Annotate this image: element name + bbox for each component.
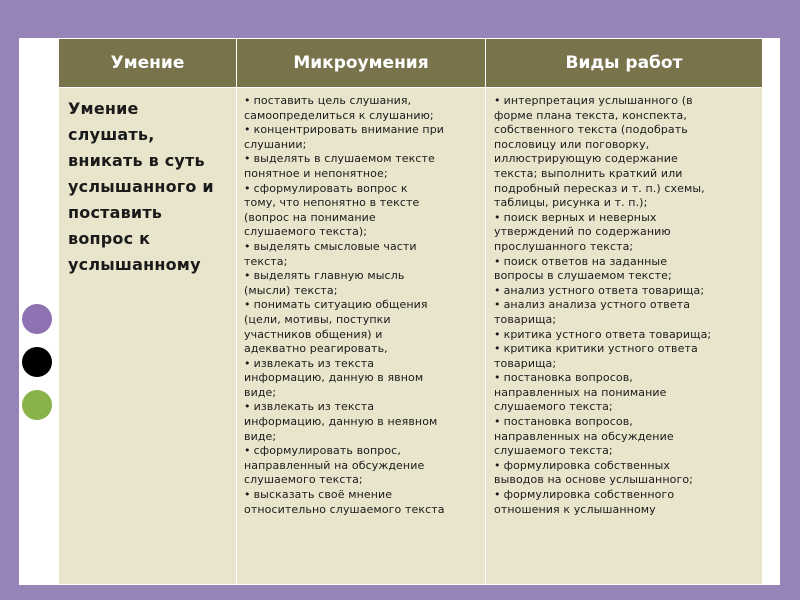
microskill-line-text: выделять смысловые части — [253, 239, 417, 253]
microskill-line-text: концентрировать внимание при — [253, 123, 445, 137]
microskill-line-text: понятное и непонятное; — [244, 166, 388, 180]
microskills-list — [244, 94, 483, 517]
work-type-line-text: формулировка собственных — [503, 458, 671, 472]
microskills-cell — [237, 88, 486, 585]
microskill-line — [244, 371, 483, 386]
bullet-icon: • — [244, 400, 251, 414]
bullet-icon: • — [494, 371, 501, 385]
bullet-icon: • — [244, 123, 251, 137]
microskill-line-text: сформулировать вопрос, — [253, 444, 401, 458]
work-type-line-text: поиск ответов на заданные — [503, 254, 668, 268]
work-type-line — [494, 211, 760, 226]
work-type-line — [494, 371, 760, 386]
work-type-line — [494, 313, 760, 328]
microskill-line-text: участников общения) и — [244, 327, 383, 341]
skills-table — [58, 38, 763, 585]
work-type-line-text: отношения к услышанному — [494, 502, 656, 516]
microskill-line — [244, 255, 483, 270]
microskill-line — [244, 386, 483, 401]
work-type-line — [494, 342, 760, 357]
microskill-line — [244, 240, 483, 255]
work-type-line-text: постановка вопросов, — [503, 371, 633, 385]
microskill-line-text: извлекать из текста — [253, 356, 375, 370]
right-frame-strip — [780, 38, 800, 585]
bottom-frame-band — [0, 585, 800, 600]
work-types-list — [494, 94, 760, 517]
bullet-icon: • — [494, 342, 501, 356]
microskill-line-text: выделять в слушаемом тексте — [253, 152, 435, 166]
microskill-line-text: извлекать из текста — [253, 400, 375, 414]
work-type-line — [494, 182, 760, 197]
microskill-line-text: виде; — [244, 385, 277, 399]
work-type-line — [494, 503, 760, 518]
work-type-line — [494, 488, 760, 503]
microskill-line — [244, 342, 483, 357]
microskill-line-text: адекватно реагировать, — [244, 342, 388, 356]
work-type-line-text: анализ устного ответа товарища; — [503, 283, 705, 297]
work-type-line — [494, 459, 760, 474]
microskill-line — [244, 225, 483, 240]
work-type-line — [494, 269, 760, 284]
microskill-line-text: поставить цель слушания, — [253, 94, 412, 107]
bullet-icon: • — [494, 94, 501, 107]
microskill-line-text: направленный на обсуждение — [244, 458, 425, 472]
bullet-icon: • — [494, 283, 501, 297]
microskill-line — [244, 400, 483, 415]
green-circle-decoration — [22, 390, 52, 420]
microskill-line — [244, 109, 483, 124]
work-type-line — [494, 152, 760, 167]
skill-line: вопрос к — [68, 229, 151, 248]
microskill-line-text: выделять главную мысль — [253, 269, 405, 283]
microskill-line — [244, 473, 483, 488]
microskill-line — [244, 328, 483, 343]
work-type-line-text: форме плана текста, конспекта, — [494, 108, 687, 122]
bullet-icon: • — [494, 210, 501, 224]
microskill-line-text: информацию, данную в неявном — [244, 415, 438, 429]
microskill-line — [244, 211, 483, 226]
bullet-icon: • — [244, 488, 251, 502]
work-type-line-text: интерпретация услышанного (в — [503, 94, 693, 107]
microskill-line-text: самоопределиться к слушанию; — [244, 108, 434, 122]
work-type-line — [494, 328, 760, 343]
skill-line: поставить — [68, 203, 163, 222]
work-type-line — [494, 94, 760, 109]
microskill-line-text: информацию, данную в явном — [244, 371, 424, 385]
microskill-line-text: текста; — [244, 254, 288, 268]
microskill-line — [244, 94, 483, 109]
bullet-icon: • — [244, 181, 251, 195]
work-type-line — [494, 255, 760, 270]
work-type-line — [494, 196, 760, 211]
table-header-row — [59, 39, 763, 88]
left-frame-strip — [0, 38, 19, 585]
microskill-line-text: виде; — [244, 429, 277, 443]
microskill-line — [244, 444, 483, 459]
work-type-line-text: критика устного ответа товарища; — [503, 327, 712, 341]
work-type-line-text: пословицу или поговорку, — [494, 137, 650, 151]
bullet-icon: • — [244, 356, 251, 370]
work-type-line-text: постановка вопросов, — [503, 415, 633, 429]
microskill-line — [244, 138, 483, 153]
microskill-line — [244, 196, 483, 211]
work-type-line — [494, 138, 760, 153]
microskill-line-text: слушаемого текста; — [244, 473, 363, 487]
bullet-icon: • — [494, 254, 501, 268]
work-type-line-text: подробный пересказ и т. п.) схемы, — [494, 181, 705, 195]
work-type-line-text: товарища; — [494, 312, 557, 326]
work-type-line — [494, 240, 760, 255]
microskill-line — [244, 430, 483, 445]
microskill-line-text: (мысли) текста; — [244, 283, 338, 297]
work-type-line-text: формулировка собственного — [503, 488, 675, 502]
skill-line: вникать в суть — [68, 151, 205, 170]
microskill-line — [244, 415, 483, 430]
microskill-line — [244, 123, 483, 138]
skill-line: слушать, — [68, 125, 155, 144]
work-type-line — [494, 415, 760, 430]
skill-cell — [59, 88, 237, 585]
microskill-line-text: (цели, мотивы, поступки — [244, 312, 391, 326]
work-type-line-text: товарища; — [494, 356, 557, 370]
bullet-icon: • — [244, 269, 251, 283]
work-type-line-text: направленных на понимание — [494, 385, 667, 399]
bullet-icon: • — [494, 298, 501, 312]
microskill-line — [244, 357, 483, 372]
bullet-icon: • — [494, 488, 501, 502]
work-type-line-text: направленных на обсуждение — [494, 429, 674, 443]
bullet-icon: • — [244, 94, 251, 107]
skill-line: услышанному — [68, 255, 201, 274]
work-type-line — [494, 400, 760, 415]
work-type-line — [494, 298, 760, 313]
work-type-line — [494, 167, 760, 182]
microskill-line-text: относительно слушаемого текста — [244, 502, 445, 516]
black-circle-decoration — [22, 347, 52, 377]
work-type-line — [494, 357, 760, 372]
microskill-line — [244, 182, 483, 197]
microskill-line — [244, 269, 483, 284]
work-type-line — [494, 109, 760, 124]
skill-line: услышанного и — [68, 177, 214, 196]
work-type-line-text: вопросы в слушаемом тексте; — [494, 269, 672, 283]
microskill-line-text: тому, что непонятно в тексте — [244, 196, 420, 210]
header-work-types: Виды работ — [486, 39, 763, 88]
table-row — [59, 88, 763, 585]
microskill-line-text: понимать ситуацию общения — [253, 298, 428, 312]
microskill-line-text: слушаемого текста); — [244, 225, 368, 239]
work-type-line-text: выводов на основе услышанного; — [494, 473, 693, 487]
microskill-line — [244, 298, 483, 313]
microskill-line-text: высказать своё мнение — [253, 488, 393, 502]
bullet-icon: • — [494, 415, 501, 429]
microskill-line — [244, 313, 483, 328]
microskill-line-text: сформулировать вопрос к — [253, 181, 408, 195]
microskill-line — [244, 167, 483, 182]
work-type-line — [494, 284, 760, 299]
work-type-line — [494, 430, 760, 445]
work-type-line-text: поиск верных и неверных — [503, 210, 657, 224]
work-type-line-text: слушаемого текста; — [494, 444, 613, 458]
microskill-line — [244, 152, 483, 167]
work-type-line-text: собственного текста (подобрать — [494, 123, 688, 137]
work-type-line-text: утверждений по содержанию — [494, 225, 671, 239]
skill-line: Умение — [68, 99, 139, 118]
top-frame-band — [0, 0, 800, 38]
work-type-line-text: иллюстрирующую содержание — [494, 152, 678, 166]
bullet-icon: • — [244, 239, 251, 253]
work-type-line-text: слушаемого текста; — [494, 400, 613, 414]
header-microskills: Микроумения — [237, 39, 486, 88]
purple-circle-decoration — [22, 304, 52, 334]
work-type-line-text: текста; выполнить краткий или — [494, 166, 683, 180]
microskill-line — [244, 284, 483, 299]
bullet-icon: • — [244, 298, 251, 312]
bullet-icon: • — [494, 327, 501, 341]
microskill-line-text: слушании; — [244, 137, 307, 151]
bullet-icon: • — [244, 152, 251, 166]
skill-text — [68, 96, 230, 278]
work-type-line — [494, 386, 760, 401]
work-type-line-text: критика критики устного ответа — [503, 342, 698, 356]
work-type-line — [494, 123, 760, 138]
microskill-line — [244, 488, 483, 503]
work-type-line — [494, 225, 760, 240]
work-type-line-text: анализ анализа устного ответа — [503, 298, 691, 312]
work-type-line-text: таблицы, рисунка и т. п.); — [494, 196, 648, 210]
microskill-line — [244, 459, 483, 474]
work-types-cell — [486, 88, 763, 585]
work-type-line — [494, 473, 760, 488]
header-skill: Умение — [59, 39, 237, 88]
bullet-icon: • — [494, 458, 501, 472]
work-type-line-text: прослушанного текста; — [494, 239, 634, 253]
microskill-line — [244, 503, 483, 518]
microskill-line-text: (вопрос на понимание — [244, 210, 376, 224]
bullet-icon: • — [244, 444, 251, 458]
work-type-line — [494, 444, 760, 459]
